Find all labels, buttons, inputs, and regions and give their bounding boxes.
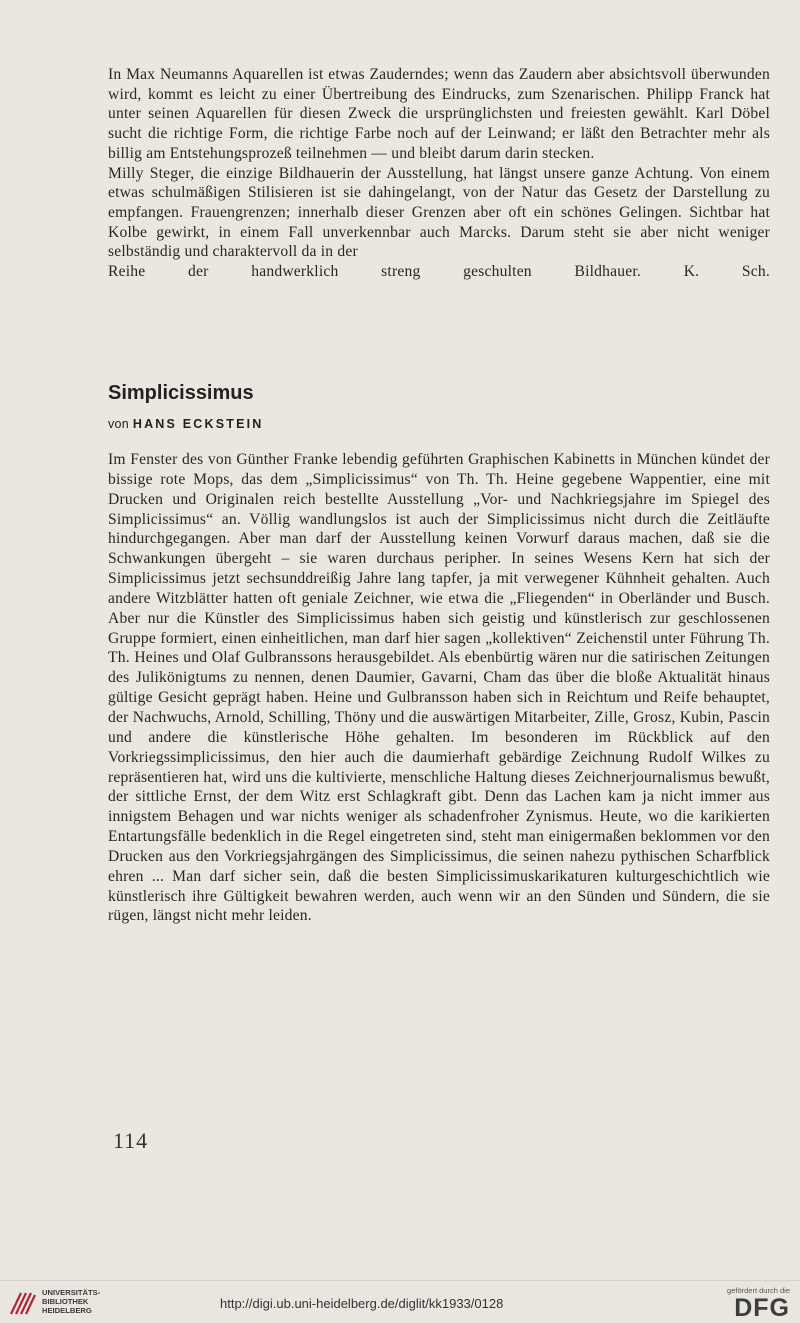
byline-prefix: von (108, 417, 130, 431)
intro-paragraph-1: In Max Neumanns Aquarellen ist etwas Zauderndes; wenn das Zaudern aber absichtsvoll überwunden wird, kommt es leicht zu einer Übertreibung des Eindrucks, zum Szenarischen. Philipp Franck hat unter seinen Aquarellen für diesen Zweck die ursprünglichsten und freiesten gewählt. Karl Döbel sucht die richtige Form, die richtige Farbe noch auf der Leinwand; er läßt den Betrachter mehr als billig am Entstehungsprozeß teilnehmen — und bleibt darum darin stecken. (108, 66, 770, 162)
library-name-line-2: BIBLIOTHEK (42, 1297, 89, 1306)
article-byline (108, 417, 264, 431)
article-body (108, 450, 770, 926)
intro-last-line: Reihe der handwerklich streng geschulten Bildhauer. (108, 263, 642, 281)
library-name (42, 1288, 100, 1315)
university-library-logo-icon[interactable] (8, 1290, 38, 1316)
byline-author: HANS ECKSTEIN (132, 417, 264, 431)
intro-text (108, 65, 770, 282)
author-signature: K. Sch. (683, 263, 771, 281)
article-paragraph: Im Fenster des von Günther Franke lebendig geführten Graphischen Kabinetts in München kündet der bissige rote Mops, das dem „Simplicissimus“ von Th. Th. Heine gegebene Wappentier, eine mit Drucken und Originalen reich bestellte Ausstellung „Vor- und Nachkriegsjahre im Spiegel des Simplicissimus“ an. Völlig wandlungslos ist auch der Simplicissimus nicht durch die Zeitläufte hindurchgegangen. Aber man darf der Ausstellung keinen Vorwurf daraus machen, daß sie die Schwankungen übergeht – sie waren durchaus peripher. In seines Wesens Kern hat sich der Simplicissimus jetzt sechsunddreißig Jahre lang tapfer, ja mit verwegener Kühnheit gehalten. Auch andere Witzblätter hatten oft geniale Zeichner, wie etwa die „Fliegenden“ in Oberländer und Busch. Aber nur die Künstler des Simplicissimus haben sich geistig und künstlerisch zur geschlossenen Gruppe formiert, einen einheitlichen, man darf hier sagen „kollektiven“ Zeichenstil unter Führung Th. Th. Heines und Olaf Gulbranssons herausgebildet. Als ebenbürtig wären nur die satirischen Zeitungen des Julikönigtums zu nennen, denen Daumier, Gavarni, Cham das über die bloße Aktualität hinaus gültige Gesicht geprägt haben. Heine und Gulbransson haben sich in Reichtum und Reife behauptet, der Nachwuchs, Arnold, Schilling, Thöny und die auswärtigen Mitarbeiter, Zille, Grosz, Kubin, Pascin und andere die künstlerische Höhe gehalten. Im besonderen im Rückblick auf den Vorkriegssimplicissimus, den hier auch die daumierhaft gebärdige Zeichnung Rudolf Wilkes zu repräsentieren hat, wird uns die kultivierte, menschliche Haltung dieses Zeichnerjournalismus bewußt, der sittliche Ernst, der dem Witz erst Schlagkraft gibt. Denn das Lachen kam ja nicht immer aus innigstem Behagen und war nichts weniger als schadenfroher Zynismus. Heute, wo die karikierten Entartungsfälle bedenklich in die Regel eingetreten sind, steht man einigermaßen beklommen vor den Drucken aus den Vorkriegsjahrgängen des Simplicissimus, die seinen nahezu pythischen Scharfblick ehren ... Man darf sicher sein, daß die besten Simplicissimuskarikaturen kulturgeschichtlich wie künstlerisch ihre Gültigkeit bewahren werden, auch wenn wir an den Sünden und Sündern, die sie rügen, längst nicht mehr leiden. (108, 451, 770, 925)
library-name-line-1: UNIVERSITÄTS- (42, 1288, 101, 1297)
permalink-url[interactable]: http://digi.ub.uni-heidelberg.de/diglit/kk1933/0128 (220, 1296, 504, 1311)
page-number: 114 (113, 1128, 149, 1153)
intro-paragraph-2: Milly Steger, die einzige Bildhauerin der Ausstellung, hat längst unsere ganze Achtung. Von einem etwas schulmäßigen Stilisieren ist sie dahingelangt, von der Natur das Gesetz der Darstellung zu empfangen. Frauengrenzen; innerhalb dieser Grenzen aber oft ein schönes Gelingen. Sichtbar hat Kolbe gewirkt, in einem Fall unverkennbar auch Marcks. Darum steht sie aber nicht weniger selbständig und charaktervoll da in der (108, 164, 770, 261)
article-title: Simplicissimus (108, 382, 254, 404)
intro-signature-line (108, 262, 770, 282)
dfg-logo[interactable]: DFG (734, 1294, 790, 1322)
library-name-line-3: HEIDELBERG (42, 1306, 92, 1315)
funded-by-label: gefördert durch die (727, 1286, 790, 1295)
